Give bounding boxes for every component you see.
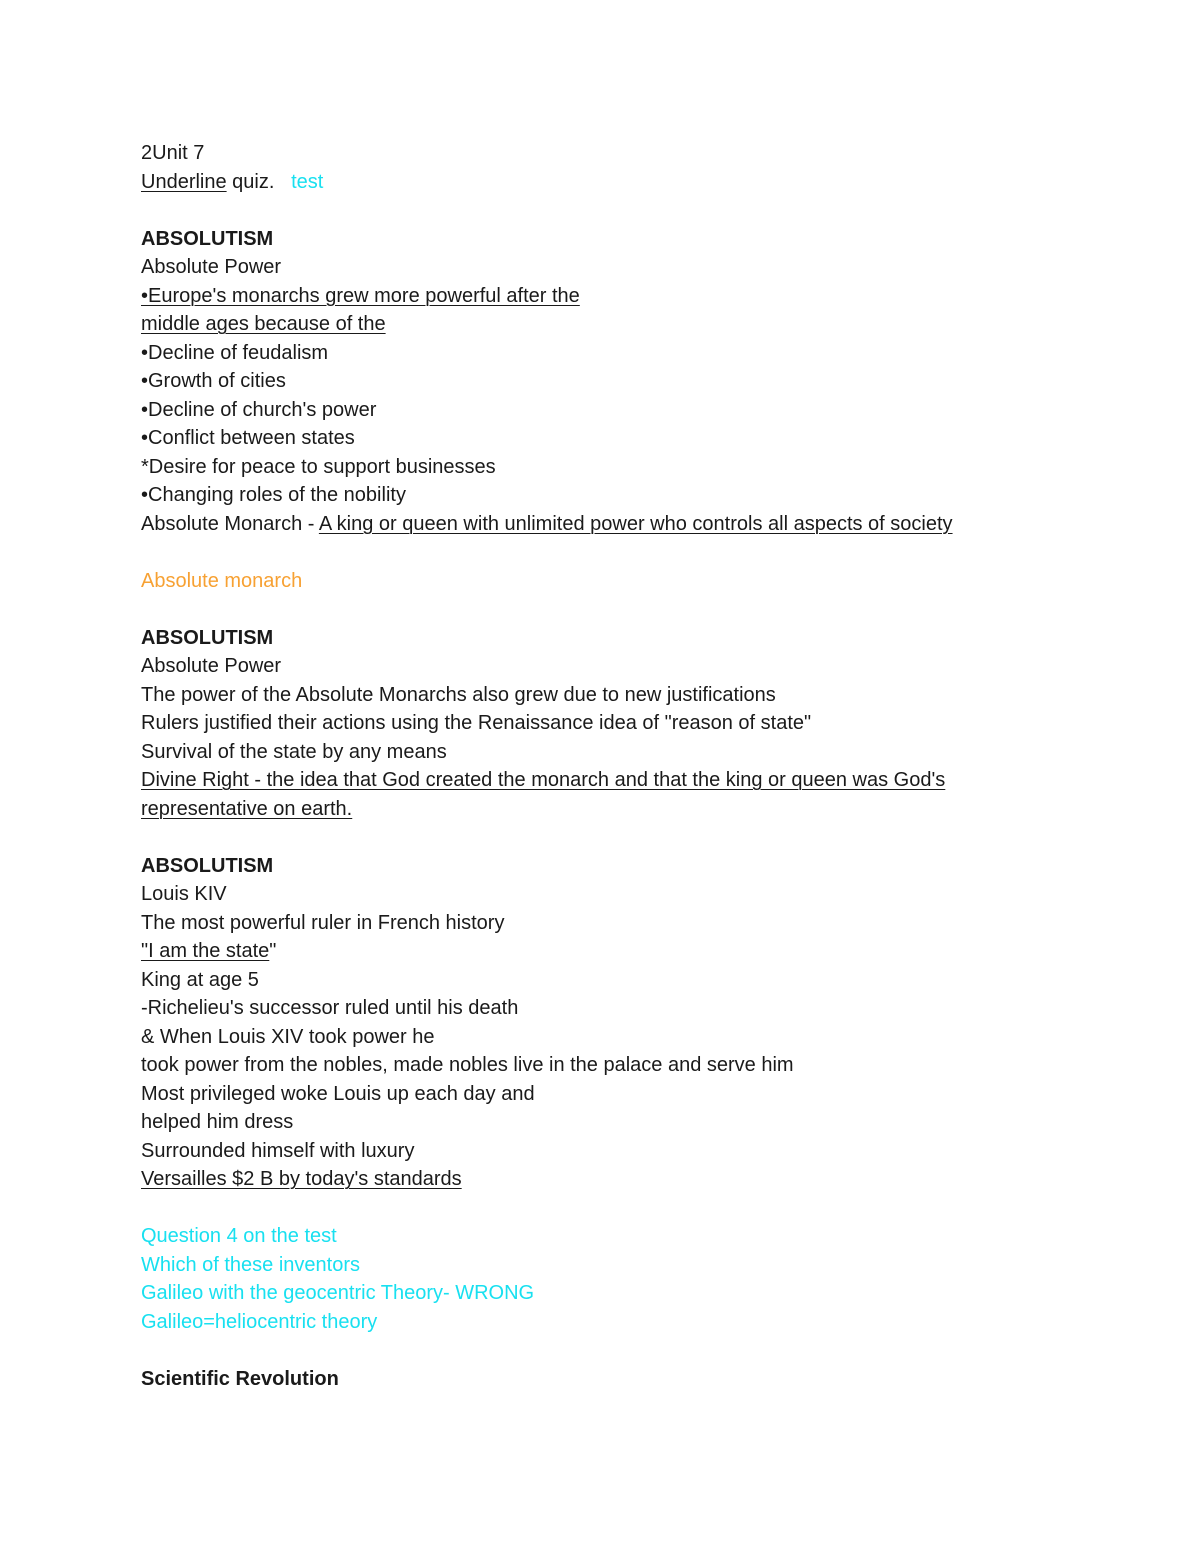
note-line: Surrounded himself with luxury	[141, 1139, 415, 1162]
section-heading: ABSOLUTISM	[141, 626, 274, 649]
note-line: took power from the nobles, made nobles live in the palace and serve him	[141, 1054, 794, 1076]
bullet-item: •Growth of cities	[141, 370, 286, 392]
section-heading: ABSOLUTISM	[141, 227, 274, 250]
definition-line	[141, 510, 1101, 539]
spacer	[141, 1194, 1101, 1223]
section-heading: ABSOLUTISM	[141, 854, 274, 877]
highlight-note: Galileo with the geocentric Theory- WRONG	[141, 1282, 535, 1304]
highlight-note: Galileo=heliocentric theory	[141, 1310, 378, 1333]
note-line: middle ages because of the	[141, 313, 386, 335]
subtitle-rest: quiz.	[226, 170, 292, 193]
bullet-item: •Conflict between states	[141, 427, 355, 449]
bullet-item: •Decline of feudalism	[141, 341, 329, 364]
section-subheading: Absolute Power	[141, 256, 282, 278]
spacer	[141, 595, 1101, 624]
note-line: & When Louis XIV took power he	[141, 1025, 435, 1048]
note-line: Most privileged woke Louis up each day and	[141, 1082, 535, 1105]
spacer	[141, 196, 1101, 225]
bullet-item: •Changing roles of the nobility	[141, 484, 406, 506]
spacer	[141, 538, 1101, 567]
doc-title: 2Unit 7	[141, 142, 205, 164]
test-note: test	[291, 170, 324, 193]
spacer	[141, 1336, 1101, 1365]
note-line: Survival of the state by any means	[141, 740, 447, 763]
spacer	[141, 823, 1101, 852]
note-line: Rulers justified their actions using the Renaissance idea of "reason of state"	[141, 712, 812, 734]
highlight-note: Which of these inventors	[141, 1253, 360, 1276]
section-subheading: Louis KIV	[141, 883, 227, 905]
note-line: The power of the Absolute Monarchs also grew due to new justifications	[141, 683, 776, 706]
note-line: -Richelieu's successor ruled until his death	[141, 997, 519, 1019]
bullet-item: *Desire for peace to support businesses	[141, 455, 496, 478]
doc-subtitle	[141, 168, 1101, 197]
note-line: The most powerful ruler in French history	[141, 911, 505, 934]
note-line: King at age 5	[141, 968, 259, 991]
highlight-note: Absolute monarch	[141, 569, 303, 592]
divine-right-definition: Divine Right - the idea that God created the monarch and that the king or queen was God's representative on earth.	[141, 769, 946, 820]
bullet-item: •Decline of church's power	[141, 398, 377, 421]
definition-text: A king or queen with unlimited power who controls all aspects of society	[318, 512, 953, 535]
quote-line: "I am the state"	[141, 940, 277, 962]
section-heading: Scientific Revolution	[141, 1367, 339, 1390]
note-line: Versailles $2 B by today's standards	[141, 1168, 462, 1190]
document-page	[141, 139, 1101, 1393]
note-line: helped him dress	[141, 1111, 294, 1133]
note-line: •Europe's monarchs grew more powerful after the	[141, 284, 580, 307]
highlight-note: Question 4 on the test	[141, 1225, 337, 1247]
definition-term: Absolute Monarch -	[141, 512, 319, 535]
section-subheading: Absolute Power	[141, 655, 282, 677]
underline-word: Underline	[141, 170, 227, 193]
